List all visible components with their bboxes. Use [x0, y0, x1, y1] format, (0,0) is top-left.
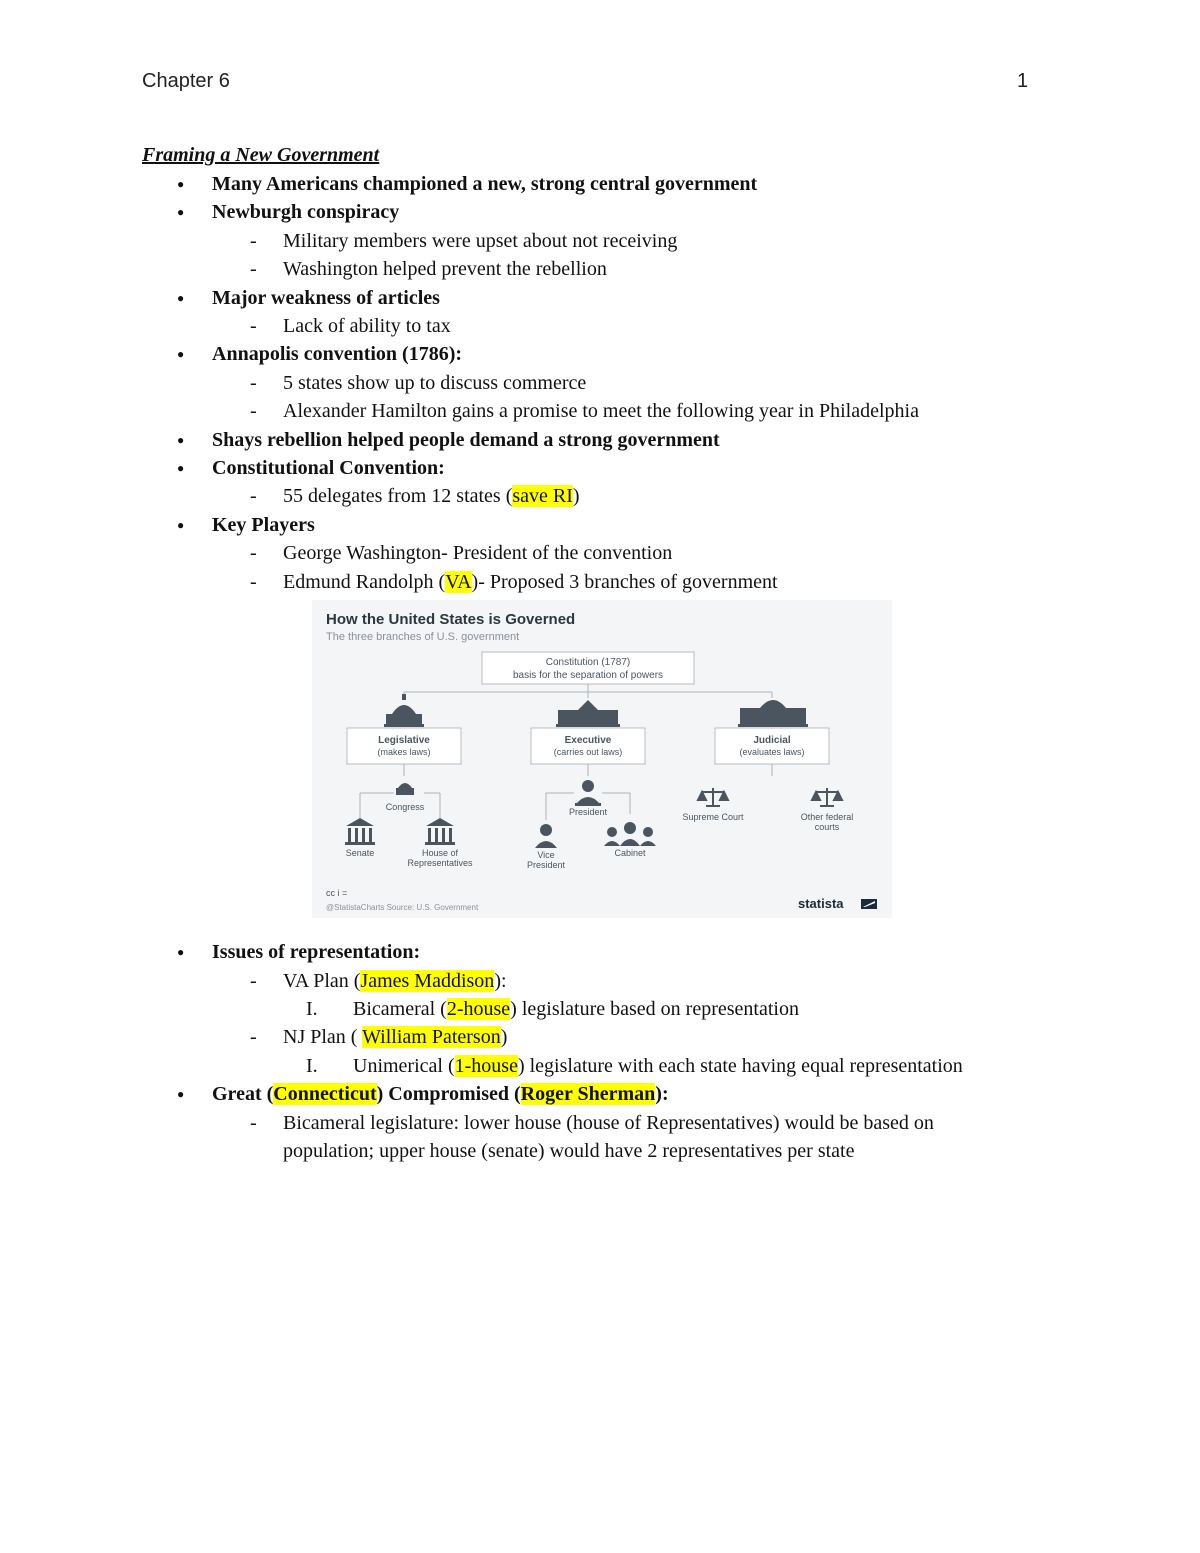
notes-body — [142, 140, 1042, 1165]
sub-va-plan-detail — [142, 995, 1042, 1023]
sub-text: Military members were upset about not receiving — [283, 229, 678, 252]
sub-weakness-1 — [142, 312, 1042, 340]
federal-courts-sublabel: courts — [814, 822, 840, 833]
constitution-label: Constitution (1787) — [545, 657, 631, 669]
sub-va-plan — [142, 967, 1042, 995]
dash-marker: - — [250, 315, 257, 338]
congress-label: Congress — [385, 802, 425, 813]
dash-marker: - — [250, 969, 257, 992]
sub-great-2 — [142, 1137, 1042, 1165]
diagram-source: @StatistaCharts Source: U.S. Government — [326, 903, 479, 913]
government-branches-diagram — [312, 600, 892, 918]
highlight: Roger Sherman — [520, 1083, 656, 1106]
executive-label: Executive — [564, 735, 612, 747]
sub-text: population; upper house (senate) would have 2 representatives per state — [283, 1139, 855, 1162]
figure-wrapper — [142, 596, 1042, 938]
bullet-newburgh: ● Newburgh conspiracy — [142, 198, 1042, 226]
highlight: Connecticut — [273, 1083, 377, 1106]
sub-text: Bicameral ( — [353, 997, 447, 1020]
sub-text: ): — [494, 969, 507, 992]
sub-text: ) — [572, 485, 580, 508]
highlight: save RI — [512, 485, 573, 508]
dash-marker: - — [250, 400, 257, 423]
house-sublabel: Representatives — [407, 858, 473, 869]
sub-text: )- Proposed 3 branches of government — [471, 570, 778, 593]
senate-label: Senate — [345, 848, 375, 859]
statista-logo-icon — [861, 899, 877, 909]
executive-box — [531, 728, 645, 764]
sub-nj-plan — [142, 1023, 1042, 1051]
bullet-championed: ● Many Americans championed a new, strong central government — [142, 170, 1042, 198]
bullet-text: ): — [655, 1083, 669, 1106]
bullet-constitutional: ● Constitutional Convention: — [142, 454, 1042, 482]
sub-text: ) legislature based on representation — [510, 997, 799, 1020]
vice-president-sublabel: President — [526, 860, 566, 871]
house-label: House of — [421, 848, 459, 859]
bullet-weakness: ● Major weakness of articles — [142, 284, 1042, 312]
bullet-great-compromise — [142, 1080, 1042, 1108]
bullet-shays: ● Shays rebellion helped people demand a strong government — [142, 426, 1042, 454]
license-icons: cc i = — [326, 888, 348, 899]
roman-marker: I. — [306, 1054, 318, 1077]
president-label: President — [568, 807, 608, 818]
dash-marker: - — [250, 371, 257, 394]
dash-marker: - — [250, 485, 257, 508]
sub-constitutional-1 — [142, 482, 1042, 510]
judicial-sublabel: (evaluates laws) — [739, 747, 805, 758]
sub-keyplayers-1 — [142, 539, 1042, 567]
sub-great-1 — [142, 1109, 1042, 1137]
sub-text: VA Plan ( — [283, 969, 361, 992]
sub-text: Unimerical ( — [353, 1054, 455, 1077]
sub-text: Bicameral legislature: lower house (house of Representatives) would be based on — [283, 1111, 934, 1134]
highlight: 1-house — [454, 1054, 518, 1077]
sub-keyplayers-2 — [142, 568, 1042, 596]
vice-president-label: Vice — [537, 850, 555, 861]
sub-text: Alexander Hamilton gains a promise to meet the following year in Philadelphia — [283, 400, 919, 423]
page-number: 1 — [1017, 70, 1029, 92]
sub-text: Washington helped prevent the rebellion — [283, 258, 607, 281]
dash-marker: - — [250, 258, 257, 281]
statista-brand: statista — [798, 896, 844, 912]
highlight: William Paterson — [362, 1026, 501, 1049]
dash-marker: - — [250, 542, 257, 565]
dash-marker: - — [250, 1111, 257, 1134]
judicial-label: Judicial — [753, 735, 791, 747]
bullet-text: ) Compromised ( — [376, 1083, 521, 1106]
dash-marker: - — [250, 229, 257, 252]
highlight: James Maddison — [360, 969, 495, 992]
highlight: VA — [445, 570, 472, 593]
dash-marker: - — [250, 1026, 257, 1049]
sub-newburgh-2 — [142, 255, 1042, 283]
cabinet-label: Cabinet — [614, 848, 646, 859]
bullet-annapolis: ● Annapolis convention (1786): — [142, 340, 1042, 368]
constitution-sublabel: basis for the separation of powers — [512, 670, 664, 682]
diagram-subtitle: The three branches of U.S. government — [326, 631, 520, 644]
legislative-box — [347, 728, 461, 764]
sub-text: ) legislature with each state having equal representation — [517, 1054, 963, 1077]
supreme-court-label: Supreme Court — [682, 812, 744, 823]
federal-courts-label: Other federal — [800, 812, 854, 823]
sub-annapolis-1 — [142, 369, 1042, 397]
legislative-sublabel: (makes laws) — [377, 747, 431, 758]
judicial-box — [715, 728, 829, 764]
dash-marker: - — [250, 570, 257, 593]
bullet-keyplayers: ● Key Players — [142, 511, 1042, 539]
sub-text: Edmund Randolph ( — [283, 570, 446, 593]
legislative-label: Legislative — [378, 735, 430, 747]
sub-text: George Washington- President of the convention — [283, 542, 673, 565]
chapter-header: Chapter 6 — [142, 70, 230, 92]
sub-text: 5 states show up to discuss commerce — [283, 371, 587, 394]
bullet-issues: ● Issues of representation: — [142, 938, 1042, 966]
roman-marker: I. — [306, 997, 318, 1020]
diagram-title: How the United States is Governed — [326, 611, 576, 629]
sub-nj-plan-detail — [142, 1052, 1042, 1080]
section-title: Framing a New Government — [142, 144, 380, 166]
bullet-text: Great ( — [212, 1083, 274, 1106]
sub-text: ) — [500, 1026, 508, 1049]
sub-newburgh-1 — [142, 227, 1042, 255]
highlight: 2-house — [446, 997, 511, 1020]
sub-text: NJ Plan ( — [283, 1026, 363, 1049]
sub-annapolis-2 — [142, 397, 1042, 425]
executive-sublabel: (carries out laws) — [553, 747, 623, 758]
sub-text: 55 delegates from 12 states ( — [283, 485, 513, 508]
sub-text: Lack of ability to tax — [283, 315, 451, 338]
